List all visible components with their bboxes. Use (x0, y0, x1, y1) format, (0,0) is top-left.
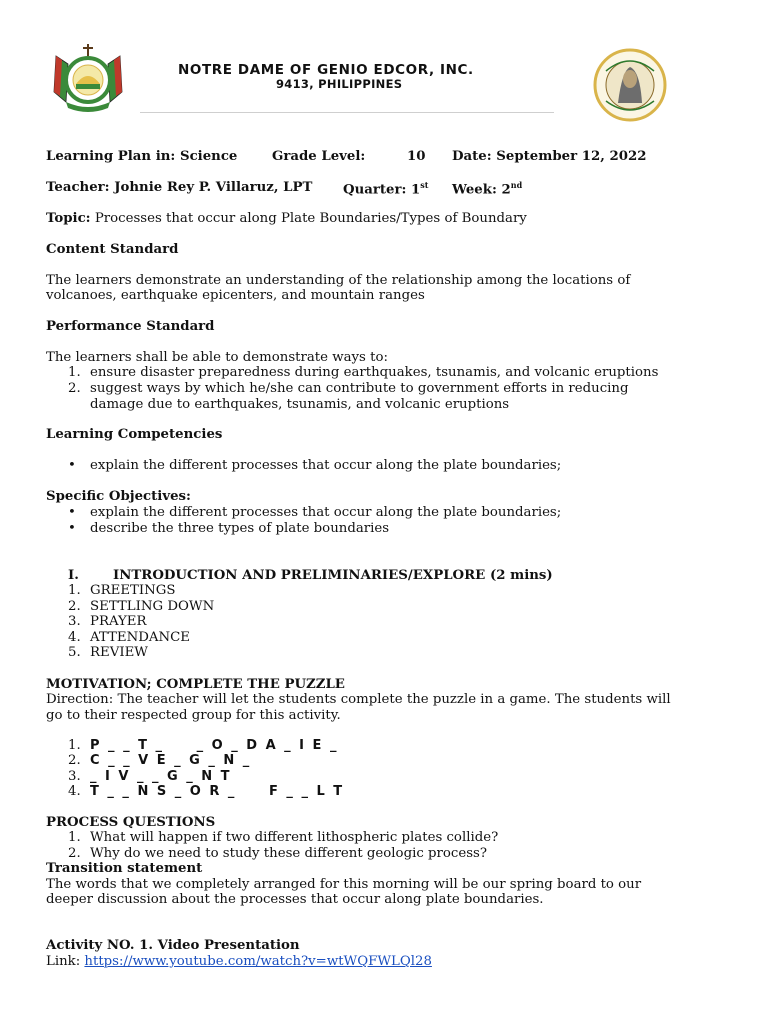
bullet-icon: • (68, 458, 76, 473)
week-label: Week: 2 (452, 182, 511, 198)
puzzle-num-1: 1. (68, 738, 81, 753)
question-num-2: 2. (68, 846, 81, 861)
puzzle-num-3: 3. (68, 769, 81, 784)
performance-standard-heading: Performance Standard (46, 319, 215, 334)
section-1-num-4: 4. (68, 630, 81, 645)
transition-heading: Transition statement (46, 861, 203, 876)
seal-icon (48, 42, 128, 117)
objective-item-2: describe the three types of plate boundaries (90, 521, 390, 536)
section-1-num-5: 5. (68, 645, 81, 660)
quarter (343, 180, 428, 197)
process-questions-heading: PROCESS QUESTIONS (46, 815, 216, 830)
section-1-num-3: 3. (68, 614, 81, 629)
specific-objectives-heading: Specific Objectives: (46, 489, 191, 504)
section-1-item: REVIEW (90, 645, 148, 660)
puzzle-item: P _ _ T _ _ O _ D A _ I E _ (90, 738, 339, 753)
section-1-item: ATTENDANCE (90, 630, 190, 645)
topic-label: Topic: (46, 211, 91, 226)
motivation-direction-2: go to their respected group for this activity. (46, 708, 341, 723)
grade-level-label: Grade Level: (272, 149, 366, 164)
content-standard-line2: volcanoes, earthquake epicenters, and mountain ranges (46, 288, 425, 303)
school-logo-right (592, 47, 668, 123)
topic-value: Processes that occur along Plate Boundaries/Types of Boundary (90, 211, 527, 226)
topic (46, 211, 527, 227)
puzzle-item: _ I V _ _ G _ N T (90, 769, 232, 784)
section-1-numeral: I. (68, 568, 79, 583)
performance-standard-intro: The learners shall be able to demonstrate ways to: (46, 350, 388, 365)
week (452, 180, 522, 197)
question-num-1: 1. (68, 830, 81, 845)
section-1-item: GREETINGS (90, 583, 176, 598)
school-name: NOTRE DAME OF GENIO EDCOR, INC. (178, 62, 474, 78)
performance-item-1: ensure disaster preparedness during earthquakes, tsunamis, and volcanic eruptions (90, 365, 659, 380)
section-1-heading: INTRODUCTION AND PRELIMINARIES/EXPLORE (2 mins) (113, 568, 553, 583)
activity-link-label: Link: (46, 954, 85, 969)
learning-competencies-heading: Learning Competencies (46, 427, 223, 442)
performance-item-2-line2: damage due to earthquakes, tsunamis, and volcanic eruptions (90, 397, 510, 412)
competency-item-1: explain the different processes that occur along the plate boundaries; (90, 458, 562, 473)
puzzle-item: C _ _ V E _ G _ N _ (90, 753, 252, 768)
question-1: What will happen if two different lithospheric plates collide? (90, 830, 499, 845)
performance-item-2-num: 2. (68, 381, 81, 396)
performance-item-2-line1: suggest ways by which he/she can contribute to government efforts in reducing (90, 381, 629, 396)
learning-plan-label: Learning Plan in: Science (46, 149, 238, 164)
puzzle-num-2: 2. (68, 753, 81, 768)
transition-line-2: deeper discussion about the processes that occur along plate boundaries. (46, 892, 544, 907)
motivation-heading: MOTIVATION; COMPLETE THE PUZZLE (46, 677, 345, 692)
quarter-sup: st (420, 180, 429, 190)
content-standard-line1: The learners demonstrate an understanding of the relationship among the locations of (46, 273, 631, 288)
transition-line-1: The words that we completely arranged for this morning will be our spring board to our (46, 877, 642, 892)
performance-item-1-num: 1. (68, 365, 81, 380)
plan-date: Date: September 12, 2022 (452, 149, 647, 164)
video-link[interactable]: https://www.youtube.com/watch?v=wtWQFWLQl28 (84, 954, 432, 969)
objective-item-1: explain the different processes that occur along the plate boundaries; (90, 505, 562, 520)
school-location: 9413, PHILIPPINES (276, 77, 403, 91)
quarter-label: Quarter: 1 (343, 182, 421, 198)
school-logo-left (48, 42, 128, 117)
section-1-item: PRAYER (90, 614, 147, 629)
content-standard-heading: Content Standard (46, 242, 179, 257)
section-1-num-1: 1. (68, 583, 81, 598)
section-1-num-2: 2. (68, 599, 81, 614)
activity-link-row (46, 954, 432, 970)
motivation-direction-1: Direction: The teacher will let the students complete the puzzle in a game. The students will (46, 692, 671, 707)
madonna-seal-icon (592, 47, 668, 123)
header-divider (140, 112, 554, 113)
puzzle-num-4: 4. (68, 784, 81, 799)
section-1-item: SETTLING DOWN (90, 599, 215, 614)
bullet-icon: • (68, 505, 76, 520)
activity-heading: Activity NO. 1. Video Presentation (46, 938, 300, 953)
puzzle-item: T _ _ N S _ O R _ F _ _ L T (90, 784, 345, 799)
question-2: Why do we need to study these different geologic process? (90, 846, 487, 861)
teacher-name: Teacher: Johnie Rey P. Villaruz, LPT (46, 180, 313, 195)
grade-level-value: 10 (407, 149, 426, 164)
bullet-icon: • (68, 521, 76, 536)
week-sup: nd (510, 180, 523, 190)
